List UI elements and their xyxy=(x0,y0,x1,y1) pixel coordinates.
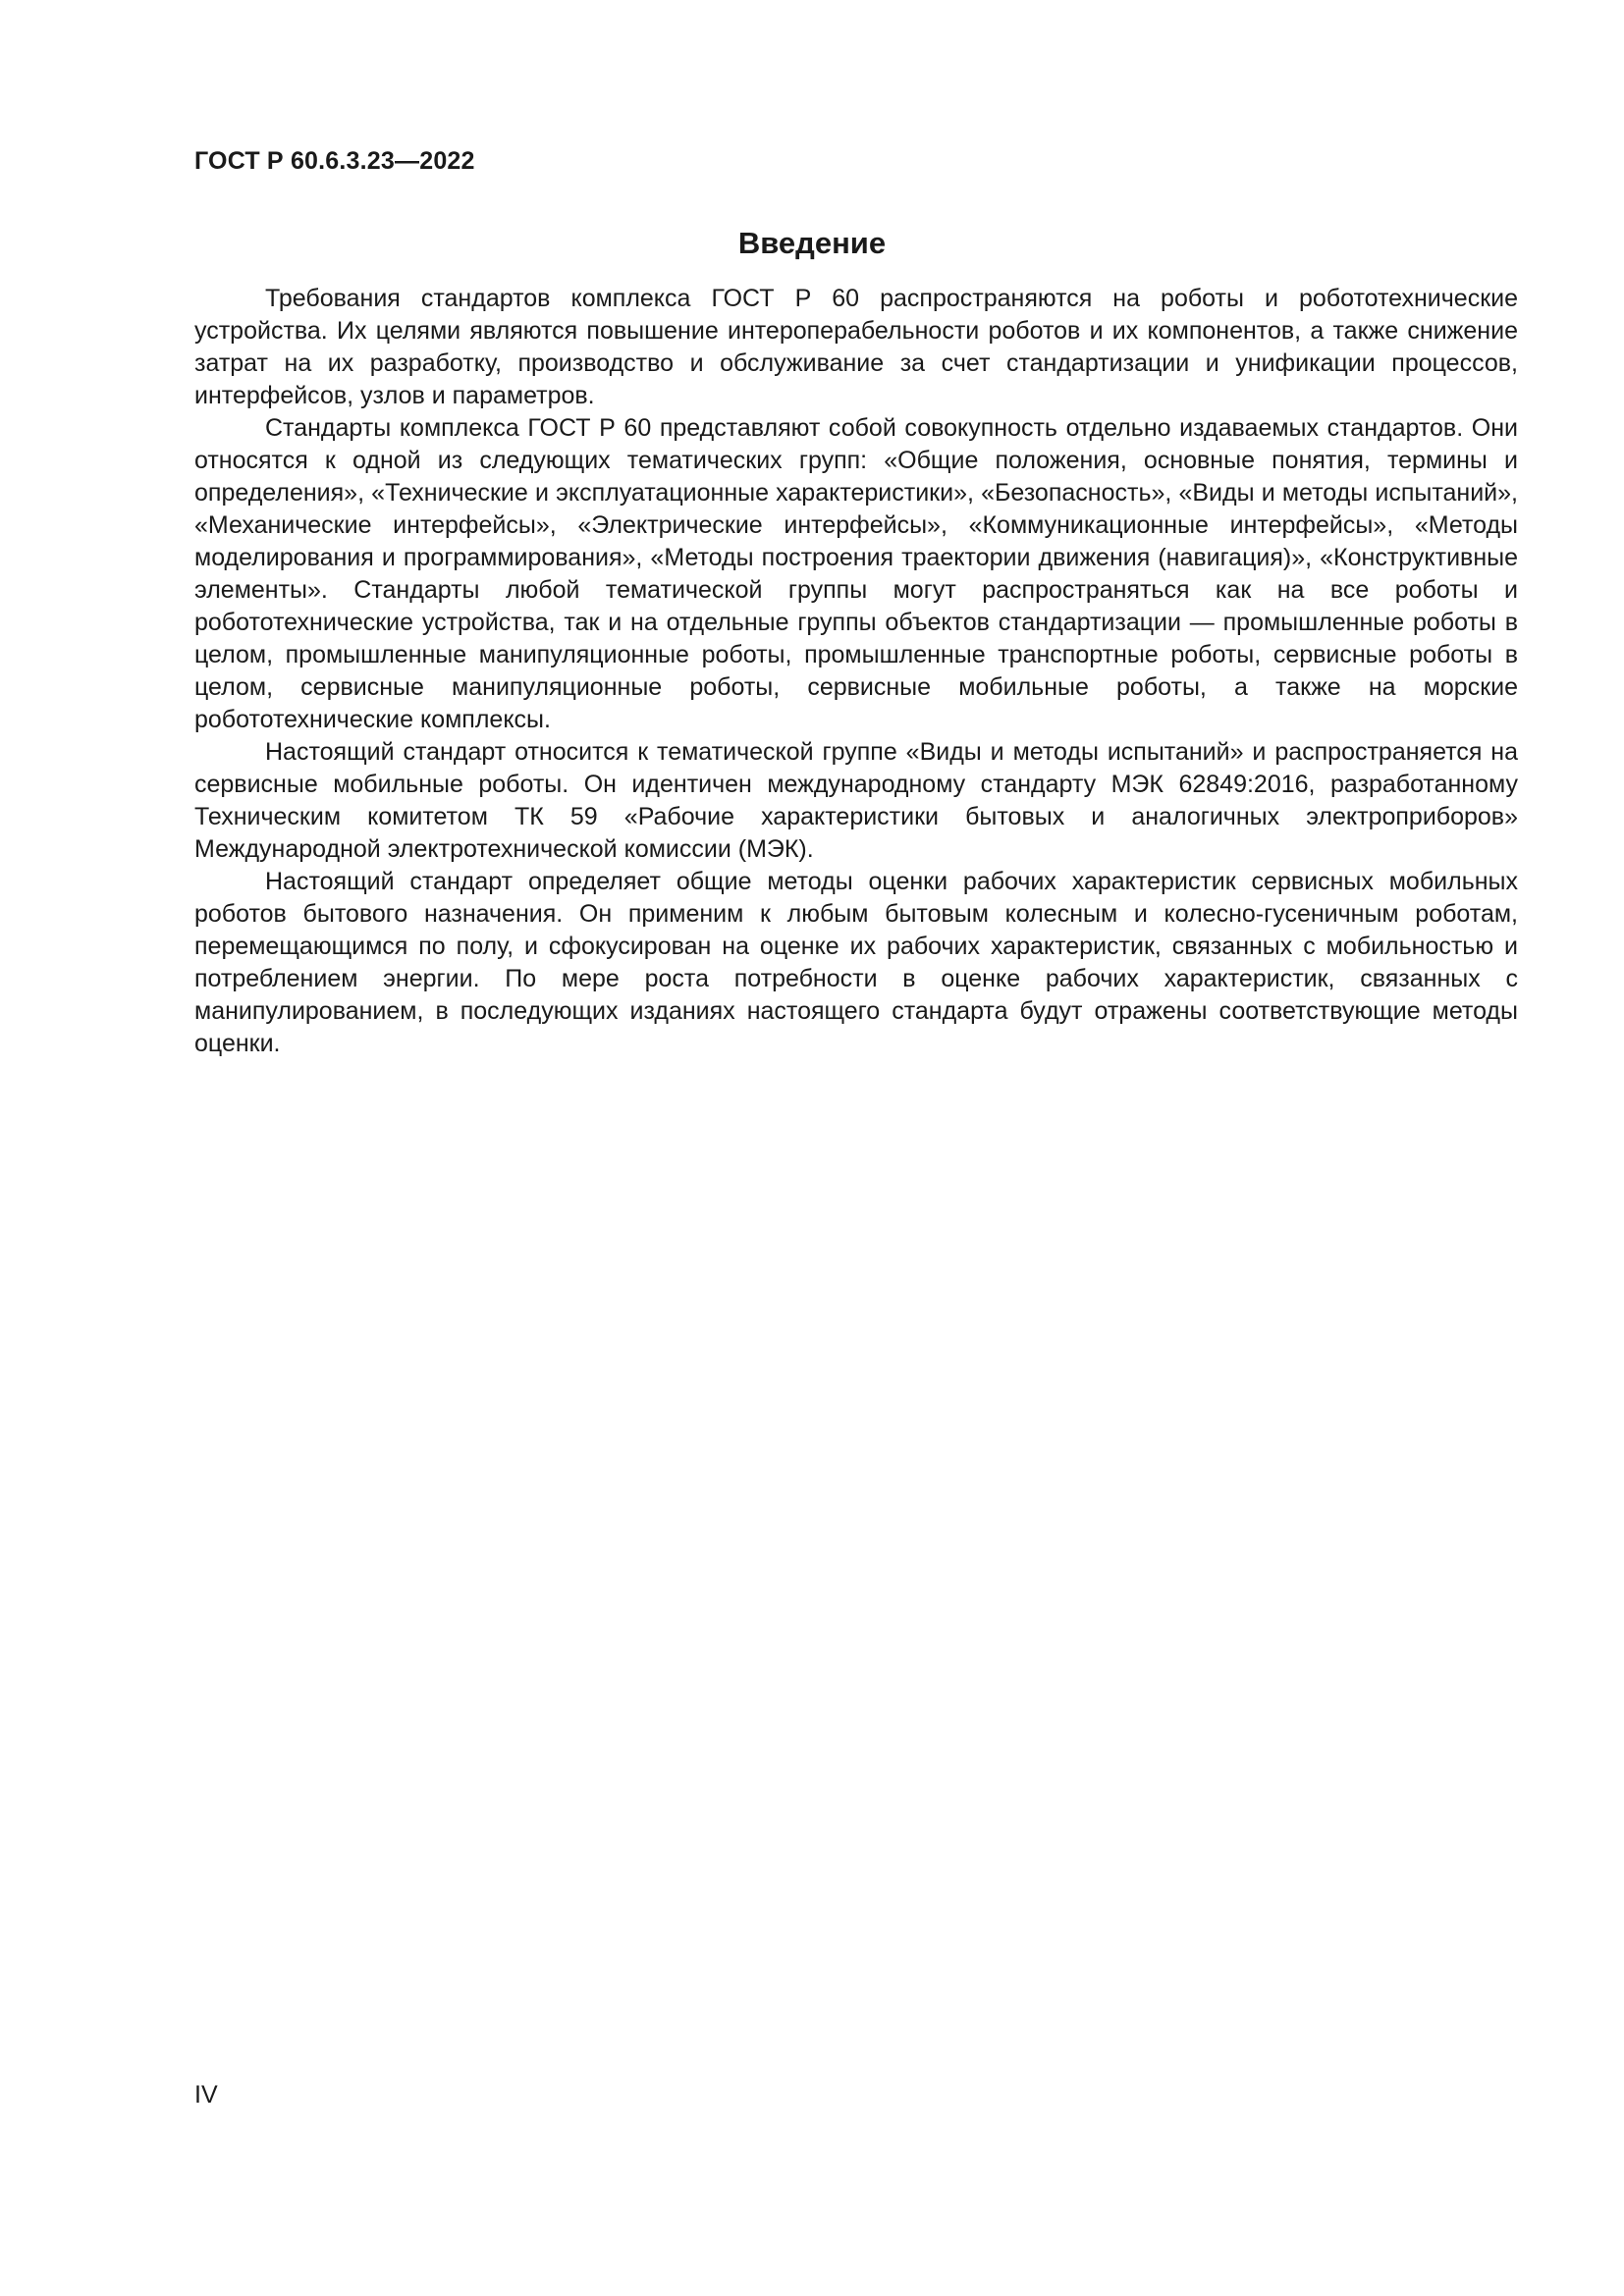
section-title: Введение xyxy=(737,226,887,260)
paragraph: Требования стандартов комплекса ГОСТ Р 60 распространяются на роботы и робототехнические устройства. Их целями являются повышение интероперабельности роботов и их компонентов, а также снижение затрат на их разработку, производство и обслуживание за счет стандартизации и унификации процессов, интерфейсов, узлов и параметров. xyxy=(194,285,1518,409)
paragraph: Стандарты комплекса ГОСТ Р 60 представляют собой совокупность отдельно издаваемых стандартов. Они относятся к одной из следующих тематических групп: «Общие положения, основные понятия, термины и определения», «Технические и эксплуатационные характеристики», «Безопасность», «Виды и методы испытаний», «Механические интерфейсы», «Электрические интерфейсы», «Коммуникационные интерфейсы», «Методы моделирования и программирования», «Методы построения траектории движения (навигация)», «Конструктивные элементы». Стандарты любой тематической группы могут распространяться как на все роботы и робототехнические устройства, так и на отдельные группы объектов стандартизации — промышленные роботы в целом, промышленные манипуляционные роботы, промышленные транспортные роботы, сервисные роботы в целом, сервисные манипуляционные роботы, сервисные мобильные роботы, а также на морские робототехнические комплексы. xyxy=(194,414,1518,733)
paragraph: Настоящий стандарт относится к тематической группе «Виды и методы испытаний» и распространяется на сервисные мобильные роботы. Он идентичен международному стандарту МЭК 62849:2016, разработанному Техническим комитетом ТК 59 «Рабочие характеристики бытовых и аналогичных электроприборов» Международной электротехнической комиссии (МЭК). xyxy=(194,738,1518,863)
page-number: IV xyxy=(194,2081,218,2109)
paragraph: Настоящий стандарт определяет общие методы оценки рабочих характеристик сервисных мобильных роботов бытового назначения. Он применим к любым бытовым колесным и колесно-гусеничным роботам, перемещающимся по полу, и сфокусирован на оценке их рабочих характеристик, связанных с мобильностью и потреблением энергии. По мере роста потребности в оценке рабочих характеристик, связанных с манипулированием, в последующих изданиях настоящего стандарта будут отражены соответствующие методы оценки. xyxy=(194,868,1518,1057)
standard-header: ГОСТ Р 60.6.3.23—2022 xyxy=(194,147,475,175)
introduction-body xyxy=(194,283,1518,1060)
